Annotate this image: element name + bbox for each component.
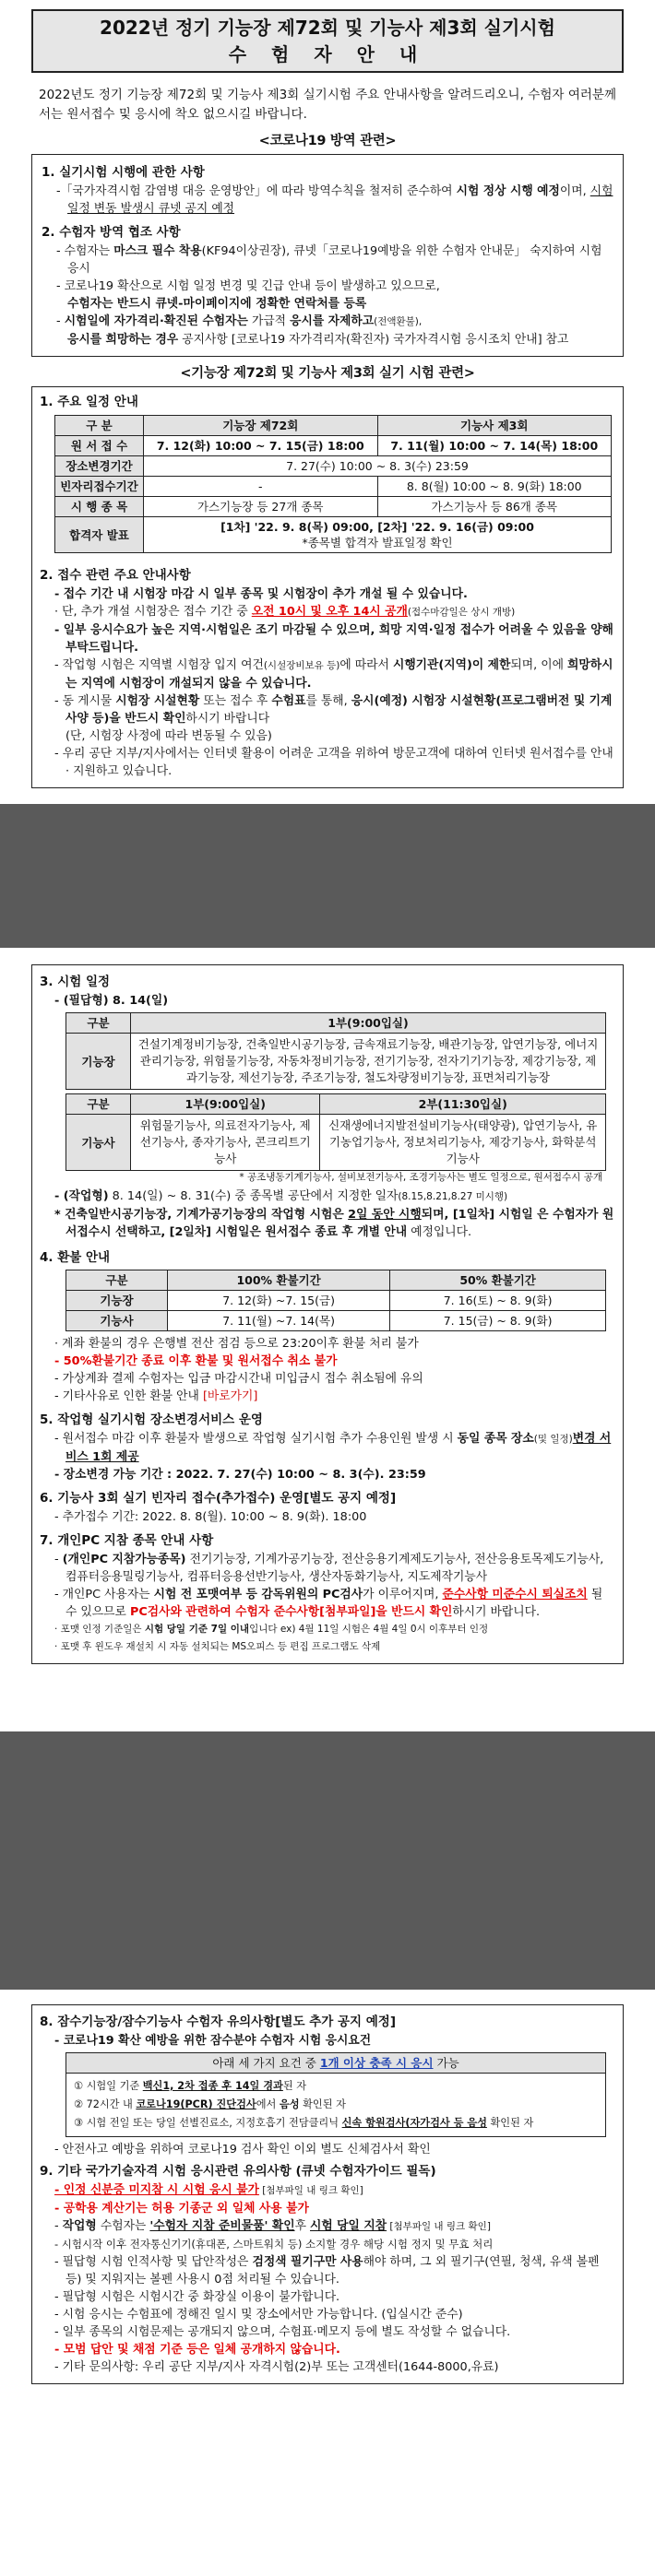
c2-e1: 응시를 희망하는 경우 xyxy=(67,333,179,347)
s7-a1: - xyxy=(54,1553,63,1566)
s3-title: 3. 시험 일정 xyxy=(40,975,111,989)
title-line-1: 2022년 정기 기능장 제72회 및 기능사 제3회 실기시험 xyxy=(100,17,555,39)
t2-list-a: 위험물기능사, 의료전자기능사, 제선기능사, 종자기능사, 콘크리트기능사 xyxy=(131,1115,320,1171)
s9-e1: - 필답형 시험 인적사항 및 답안작성은 xyxy=(54,2255,253,2269)
result-label: 합격자 발표 xyxy=(55,517,144,553)
s7-b2: 시험 전 포맷여부 등 감독위원의 PC검사 xyxy=(153,1588,363,1601)
title-line-2: 수 험 자 안 내 xyxy=(228,43,427,65)
req-head-2: 1개 이상 충족 시 응시 xyxy=(319,2056,434,2070)
s2-e3: 또는 접수 후 xyxy=(199,694,272,708)
ref-row-1-b: 7. 15(금) ~ 8. 9(화) xyxy=(390,1311,606,1331)
schedule-table xyxy=(54,415,612,553)
s9-i: - 모범 답안 및 채점 기준 등은 일체 공개하지 않습니다. xyxy=(54,2343,340,2357)
s7-d: · 포맷 후 윈도우 재설치 시 자동 설치되는 MS오피스 등 편집 프로그램도 삭제 xyxy=(54,1641,381,1652)
s2-f: (단, 시험장 사정에 따라 변동될 수 있음) xyxy=(66,729,272,743)
result-line-2: *종목별 합격자 발표일정 확인 xyxy=(302,536,453,549)
sched-row-0-a: 7. 12(화) 10:00 ~ 7. 15(금) 18:00 xyxy=(144,436,378,456)
written-exam-table-2 xyxy=(66,1093,606,1171)
s3-b2: 8. 14(일) ~ 8. 31(수) 중 종목별 공단에서 지정한 일자 xyxy=(108,1189,399,1203)
req-head-3: 가능 xyxy=(433,2056,459,2070)
refund-shortcut-link[interactable]: [바로가기] xyxy=(202,1389,258,1403)
sched-row-0-b: 7. 11(월) 10:00 ~ 7. 14(목) 18:00 xyxy=(377,436,612,456)
s2-d6: 희망하시는 지역에 시험장이 개설되지 않을 수 있습니다. xyxy=(66,658,613,691)
exam-heading: <기능장 제72회 및 기능사 제3회 실기 시험 관련> xyxy=(180,366,475,381)
s2-d5: 되며, 이에 xyxy=(510,658,568,672)
c1-a1: -「국가자격시험 감염병 대응 운영방안」에 따라 방역수칙을 철저히 준수하여 xyxy=(56,184,457,198)
c2-e2: 공지사항 [코로나19 자가격리자(확진자) 국가자격시험 응시조치 안내] 참고 xyxy=(178,333,569,347)
s9-c4: '수험자 지참 준비물품' 확인 xyxy=(149,2219,295,2233)
c2-d1: - xyxy=(56,314,65,328)
s4-c: - 가상계좌 결제 수험자는 입금 마감시간내 미입금시 접수 취소됨에 유의 xyxy=(54,1372,423,1386)
t2-head-0: 구분 xyxy=(66,1094,131,1115)
s7-c2: 시험 당일 기준 7일 이내 xyxy=(144,1624,250,1635)
s9-e2: 검정색 필기구만 사용 xyxy=(252,2255,363,2269)
s7-b3: 가 이루어지며, xyxy=(363,1588,443,1601)
req-3c: 확인된 자 xyxy=(486,2117,534,2129)
s4-title: 4. 환불 안내 xyxy=(40,1250,111,1265)
req-3a: ③ 시험 전일 또는 당일 선별진료소, 지정호흡기 전담클리닉 xyxy=(74,2117,342,2129)
c2-title: 2. 수험자 방역 협조 사항 xyxy=(42,225,181,240)
c2-d5: (전액환불), xyxy=(374,316,423,327)
s3-c1: * 건축일반시공기능장, 기계가공기능장의 작업형 시험은 xyxy=(54,1208,349,1222)
t-gijang-label: 기능장 xyxy=(66,1034,131,1090)
sched-head-0: 구 분 xyxy=(55,416,144,436)
s5-a3: (및 일정) xyxy=(533,1434,573,1445)
req-2d: 음성 xyxy=(279,2098,300,2110)
s6-a: - 추가접수 기간: 2022. 8. 8(월). 10:00 ~ 8. 9(화). 18:00 xyxy=(54,1510,367,1524)
page-3-content xyxy=(31,2004,624,2384)
req-1a: ① 시험일 기준 xyxy=(74,2080,143,2092)
intro-text: 2022년도 정기 기능장 제72회 및 기능사 제3회 실기시험 주요 안내사항을 알려드리오니, 수험자 여러분께서는 원서접수 및 응시에 착오 없으시길 바랍니다. xyxy=(39,88,616,122)
t2-head-1: 1부(9:00입실) xyxy=(131,1094,320,1115)
s7-b1: - 개인PC 사용자는 xyxy=(54,1588,154,1601)
s2-b2: 오전 10시 및 오후 14시 공개 xyxy=(251,605,408,619)
s2-b1: · 단, 추가 개설 시험장은 접수 기간 중 xyxy=(54,605,252,619)
s3-b1: - (작업형) xyxy=(54,1189,109,1203)
sched-head-1: 기능장 제72회 xyxy=(144,416,378,436)
req-2b: 코로나19(PCR) 진단검사 xyxy=(136,2098,256,2110)
s7-b6: PC검사와 관련하여 수험자 준수사항[첨부파일]을 반드시 확인 xyxy=(129,1605,453,1619)
c1-a4: 시험 일정 변동 발생시 큐넷 공지 예정 xyxy=(67,184,613,216)
c1-title: 1. 실기시험 시행에 관한 사항 xyxy=(42,165,205,180)
diving-req-table xyxy=(66,2052,606,2137)
c2-a1: - 수험자는 xyxy=(56,244,114,258)
schedule-box xyxy=(31,964,624,1664)
covid-heading: <코로나19 방역 관련> xyxy=(258,134,397,148)
c2-d2: 시험일에 자가격리·확진된 수험자는 xyxy=(64,314,248,328)
t2-head-2: 2부(11:30입실) xyxy=(320,1094,606,1115)
c2-a2: 마스크 필수 착용 xyxy=(113,244,202,258)
s9-f: - 필답형 시험은 시험시간 중 화장실 이용이 불가합니다. xyxy=(54,2290,340,2304)
s7-a3: 전기기능장, 기계가공기능장, 전산응용기계제도기능사, 전산응용토목제도기능사, 컴퓨터응용밀링기능사, 컴퓨터응용선반기능사, 생산자동화기능사, 지도제작기능사 xyxy=(66,1553,604,1584)
s3-b3: (8.15,8.21,8.27 미시행) xyxy=(398,1191,508,1202)
t2-list-b: 신재생에너지발전설비기능사(태양광), 압연기능사, 유기농업기능사, 정보처리기능사, 제강기능사, 화학분석기능사 xyxy=(320,1115,606,1171)
s4-a: · 계좌 환불의 경우 은행별 전산 점검 등으로 23:20이후 환불 처리 불가 xyxy=(54,1337,419,1351)
s9-d: - 시험시작 이후 전자통신기기(휴대폰, 스마트워치 등) 소지할 경우 해당 시험 정지 및 무효 처리 xyxy=(54,2238,494,2251)
t-gijang-list: 건설기계정비기능장, 건축일반시공기능장, 금속재료기능장, 배관기능장, 압연기능장, 에너지관리기능장, 위험물기능장, 자동차정비기능장, 전기기능장, 전자기기기능장, 제강기능장, 제과기능장, 제선기능장, 주조기능장, 철도차량정비기능장, 표면처리기능장 xyxy=(131,1034,606,1090)
result-line-1: [1차] '22. 9. 8(목) 09:00, [2차] '22. 9. 16(금) 09:00 xyxy=(220,520,534,534)
s9-g: - 시험 응시는 수험표에 정해진 일시 및 장소에서만 가능합니다. (입실시간 준수) xyxy=(54,2308,463,2322)
page-1 xyxy=(0,0,655,804)
covid-box xyxy=(31,154,624,357)
s7-c3: 입니다 ex) 4월 11일 시험은 4월 4일 0시 이후부터 인정 xyxy=(249,1624,489,1635)
c2-b: - 코로나19 확산으로 시험 일정 변경 및 긴급 안내 등이 발생하고 있으므로, xyxy=(56,279,440,293)
req-1c: 된 자 xyxy=(282,2080,307,2092)
s3-c4: 예정입니다. xyxy=(407,1225,472,1239)
notes-box xyxy=(31,2004,624,2384)
s2-a: - 접수 기간 내 시험장 마감 시 일부 종목 및 시험장이 추가 개설 될 수 있습니다. xyxy=(54,587,468,601)
s9-title: 9. 기타 국가기술자격 시험 응시관련 유의사항 (큐넷 수험자가이드 필독) xyxy=(40,2164,436,2179)
ref-row-0-b: 7. 16(토) ~ 8. 9(화) xyxy=(390,1291,606,1311)
ref-head-0: 구분 xyxy=(66,1270,168,1291)
sched-row-1-full: 7. 27(수) 10:00 ~ 8. 3(수) 23:59 xyxy=(144,456,612,477)
s8-title: 8. 잠수기능장/잠수기능사 수험자 유의사항[별도 추가 공지 예정] xyxy=(40,2015,397,2029)
s1-title: 1. 주요 일정 안내 xyxy=(40,395,138,409)
req-2a: ② 72시간 내 xyxy=(74,2098,137,2110)
s5-title: 5. 작업형 실기시험 장소변경서비스 운영 xyxy=(40,1412,263,1427)
ref-row-1-a: 7. 11(월) ~7. 14(목) xyxy=(168,1311,390,1331)
s2-e2: 시험장 시설현황 xyxy=(115,694,200,708)
page-3 xyxy=(0,1990,655,2576)
s2-title: 2. 접수 관련 주요 안내사항 xyxy=(40,568,191,583)
written-exam-table-1 xyxy=(66,1012,606,1090)
s5-a2: 동일 종목 장소 xyxy=(457,1432,534,1446)
s7-title: 7. 개인PC 지참 종목 안내 사항 xyxy=(40,1533,214,1548)
c1-a2: 시험 정상 시행 예정 xyxy=(456,184,560,198)
s9-c5: 후 xyxy=(294,2219,310,2233)
sched-row-2-a: - xyxy=(144,477,378,497)
c2-d4: 응시를 자제하고 xyxy=(290,314,375,328)
s9-b: - 공학용 계산기는 허용 기종군 외 일체 사용 불가 xyxy=(54,2202,309,2216)
s2-b3: (접수마감일은 상시 개방) xyxy=(407,607,516,618)
s2-d2: (시설장비보유 등) xyxy=(263,660,340,671)
t-head-0: 구분 xyxy=(66,1013,131,1034)
refund-table xyxy=(66,1270,606,1331)
t-note: * 공조냉동기계기능사, 설비보전기능사, 조경기능사는 별도 일정으로, 원서접수시 공개 xyxy=(239,1172,602,1183)
s9-c1: - xyxy=(54,2219,63,2233)
s2-d1: - 작업형 시험은 지역별 시험장 입지 여건 xyxy=(54,658,264,672)
s9-h: - 일부 종목의 시험문제는 공개되지 않으며, 수험표·메모지 등에 별도 작성할 수 없습니다. xyxy=(54,2325,511,2339)
req-2e: 확인된 자 xyxy=(299,2098,346,2110)
s9-a: - 인정 신분증 미지참 시 시험 응시 불가 xyxy=(54,2183,259,2197)
sched-row-3-a: 가스기능장 등 27개 종목 xyxy=(144,497,378,517)
page-2 xyxy=(0,948,655,1731)
c1-a3: 이며, xyxy=(559,184,590,198)
sched-head-2: 기능사 제3회 xyxy=(377,416,612,436)
req-2c: 에서 xyxy=(256,2098,280,2110)
ref-row-0-a: 7. 12(화) ~7. 15(금) xyxy=(168,1291,390,1311)
s9-a2: [첨부파일 내 링크 확인] xyxy=(258,2185,363,2196)
s9-e3: 해야 하며, 그 외 필기구(연필, 청색, 유색 볼펜 등) 및 지워지는 볼펜 사용시 0점 처리될 수 있습니다. xyxy=(66,2255,600,2286)
c2-a3: (KF94이상권장), 큐넷「코로나19예방을 위한 수험자 안내문」 숙지하여 시험 응시 xyxy=(67,244,602,276)
req-1b: 백신1, 2차 접종 후 14일 경과 xyxy=(142,2080,283,2092)
s5-b: - 장소변경 가능 기간 : 2022. 7. 27(수) 10:00 ~ 8. 3(수). 23:59 xyxy=(54,1468,426,1482)
s2-e4: 수험표 xyxy=(271,694,306,708)
s8-b: - 안전사고 예방을 위하여 코로나19 검사 확인 이외 별도 신체검사서 확인 xyxy=(54,2143,431,2157)
s3-c2: 2일 동안 시행 xyxy=(348,1208,422,1222)
s2-g: - 우리 공단 지부/지사에서는 인터넷 활용이 어려운 고객을 위하여 방문고객에 대하여 인터넷 원서접수를 안내 · 지원하고 있습니다. xyxy=(54,747,613,778)
s2-e6: 응시(예정) 시험장 시설현황(프로그램버전 및 기계사양 등)을 반드시 확인 xyxy=(66,694,613,726)
document-title xyxy=(31,9,624,73)
ref-row-1-label: 기능사 xyxy=(66,1311,168,1331)
sched-row-3-label: 시 행 종 목 xyxy=(55,497,144,517)
s9-j: - 기타 문의사항: 우리 공단 지부/지사 자격시험(2)부 또는 고객센터(1644-8000,유료) xyxy=(54,2360,499,2374)
s5-a4: 변경 서비스 1회 제공 xyxy=(66,1432,612,1464)
sched-row-2-b: 8. 8(월) 10:00 ~ 8. 9(화) 18:00 xyxy=(377,477,612,497)
c2-c: 수험자는 반드시 큐넷-마이페이지에 정확한 연락처를 등록 xyxy=(67,297,367,311)
s9-c7: [첨부파일 내 링크 확인] xyxy=(387,2221,491,2232)
s7-b7: 하시기 바랍니다. xyxy=(452,1605,541,1619)
sched-row-2-label: 빈자리접수기간 xyxy=(55,477,144,497)
s9-c2: 작업형 xyxy=(62,2219,97,2233)
s3-c3: 되며, [1일차] 시험일 은 수험자가 원서접수시 선택하고, [2일차] 시험일은 원서접수 종료 후 개별 안내 xyxy=(66,1208,614,1239)
sched-row-3-b: 가스기능사 등 86개 종목 xyxy=(377,497,612,517)
s2-e5: 를 통해, xyxy=(305,694,351,708)
s7-b4: 준수사항 미준수시 퇴실조치 xyxy=(442,1588,588,1601)
s7-a2: (개인PC 지참가능종목) xyxy=(62,1553,186,1566)
page-2-content xyxy=(31,964,624,1664)
sched-row-0-label: 원 서 접 수 xyxy=(55,436,144,456)
page-1-content xyxy=(31,9,624,788)
s9-c6: 시험 당일 지참 xyxy=(310,2219,387,2233)
s2-c: - 일부 응시수요가 높은 지역·시험일은 조기 마감될 수 있으며, 희망 지역·일정 접수가 어려울 수 있음을 양해 부탁드립니다. xyxy=(54,623,613,655)
s2-e7: 하시기 바랍니다 xyxy=(185,712,270,726)
req-head-1: 아래 세 가지 요건 중 xyxy=(212,2056,320,2070)
s5-a1: - 원서접수 마감 이후 환불자 발생으로 작업형 실기시험 추가 수용인원 발생 시 xyxy=(54,1432,458,1446)
s6-title: 6. 기능사 3회 실기 빈자리 접수(추가접수) 운영[별도 공지 예정] xyxy=(40,1491,397,1506)
s2-e1: - 동 게시물 xyxy=(54,694,116,708)
ref-head-1: 100% 환불기간 xyxy=(168,1270,390,1291)
t-head-1: 1부(9:00입실) xyxy=(131,1013,606,1034)
ref-head-2: 50% 환불기간 xyxy=(390,1270,606,1291)
s2-d3: 에 따라서 xyxy=(339,658,393,672)
s9-c3: 수험자는 xyxy=(96,2219,150,2233)
s4-b: - 50%환불기간 종료 이후 환불 및 원서접수 취소 불가 xyxy=(54,1354,338,1368)
t2-label: 기능사 xyxy=(66,1115,131,1171)
ref-row-0-label: 기능장 xyxy=(66,1291,168,1311)
s7-b5: 될 수 있으므로 xyxy=(66,1588,603,1619)
s3-a: - (필답형) 8. 14(일) xyxy=(54,994,169,1008)
s4-d1: - 기타사유로 인한 환불 안내 xyxy=(54,1389,203,1403)
c2-d3: 가급적 xyxy=(247,314,291,328)
s8-a: - 코로나19 확산 예방을 위한 잠수분야 수험자 시험 응시요건 xyxy=(54,2034,372,2048)
sched-row-1-label: 장소변경기간 xyxy=(55,456,144,477)
req-3b: 신속 항원검사(자가검사 등 음성 xyxy=(341,2117,487,2129)
s7-c1: · 포맷 인정 기준일은 xyxy=(54,1624,145,1635)
exam-box xyxy=(31,386,624,788)
s2-d4: 시행기관(지역)이 제한 xyxy=(392,658,511,672)
